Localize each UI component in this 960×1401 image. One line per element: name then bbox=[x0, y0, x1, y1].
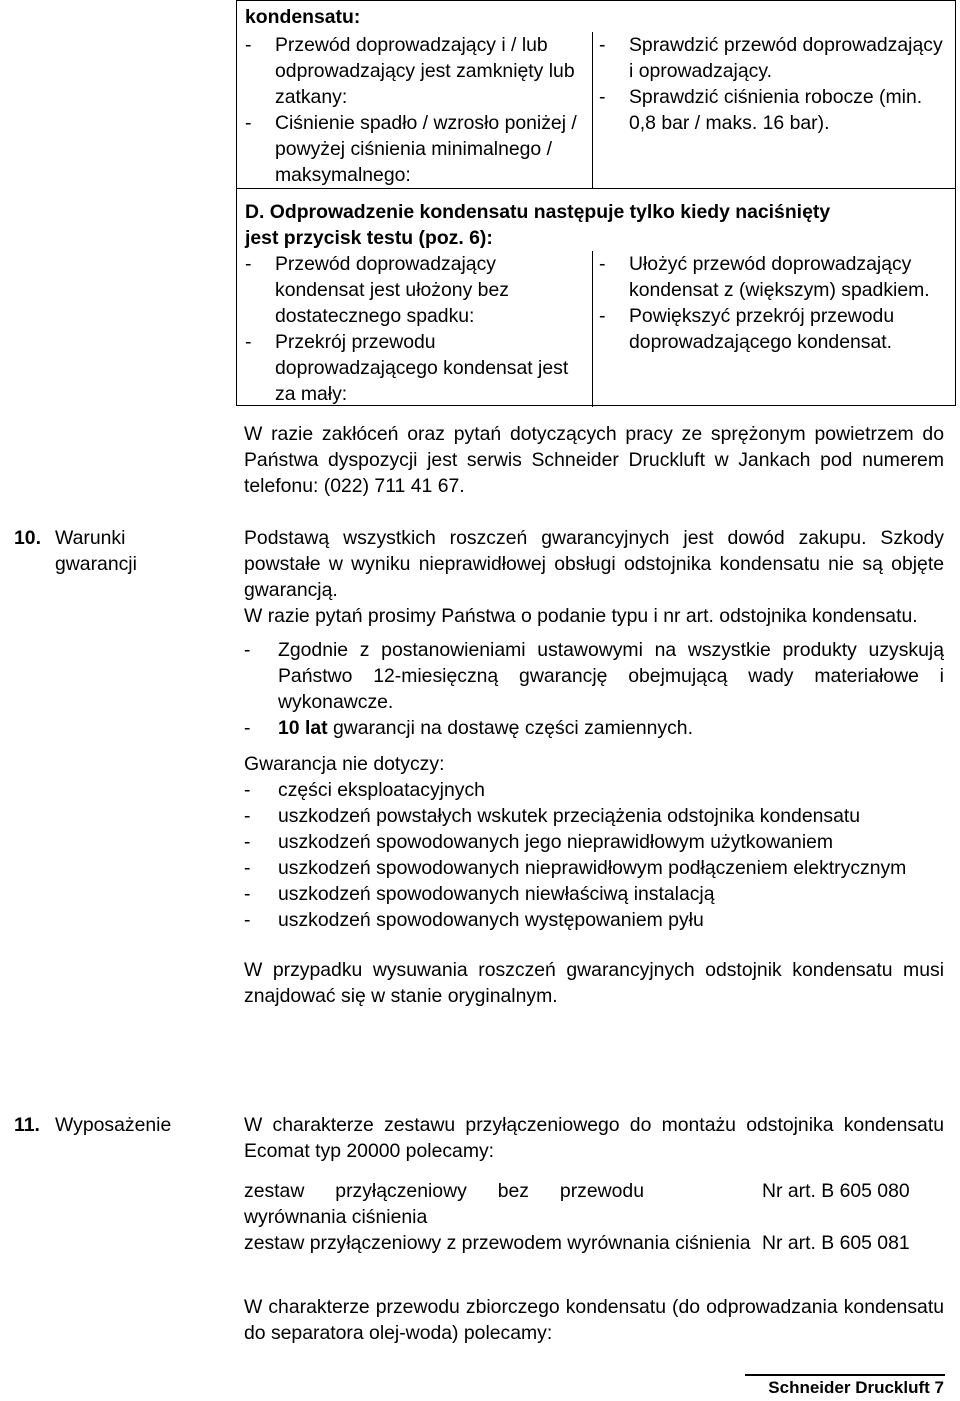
warranty-final: W przypadku wysuwania roszczeń gwarancyjnych odstojnik kondensatu musi znajdować się w stanie oryginalnym. bbox=[244, 959, 944, 1007]
table-header: kondensatu: bbox=[245, 6, 361, 28]
service-note: W razie zakłóceń oraz pytań dotyczących pracy ze sprężonym powietrzem do Państwa dyspozycji jest serwis Schneider Druckluft w Jankach pod numerem telefonu: (022) 711 41 67. bbox=[244, 423, 944, 497]
remedy-item: - Ułożyć przewód doprowadzający kondensat z (większym) spadkiem. bbox=[599, 253, 930, 301]
list-item: - Zgodnie z postanowieniami ustawowymi na wszystkie produkty uzyskują Państwo 12-miesięczną gwarancję obejmującą wady materiałowe i wykonawcze. bbox=[244, 639, 944, 713]
troubleshooting-table-top bbox=[236, 0, 956, 189]
table-header: jest przycisk testu (poz. 6): bbox=[245, 227, 493, 249]
page-footer: Schneider Druckluft 7 bbox=[768, 1378, 944, 1397]
section-title: Wyposażenie bbox=[55, 1114, 172, 1136]
list-item: - uszkodzeń spowodowanych nieprawidłowym podłączeniem elektrycznym bbox=[244, 857, 907, 879]
article-number: Nr art. B 605 081 bbox=[762, 1232, 910, 1254]
cause-item: - Przewód doprowadzający kondensat jest ułożony bez dostatecznego spadku: bbox=[245, 253, 509, 327]
cause-item: - Przekrój przewodu doprowadzającego kondensat jest za mały: bbox=[245, 331, 569, 405]
troubleshooting-table-d bbox=[236, 188, 956, 406]
section-title: Warunki gwarancji bbox=[55, 527, 137, 575]
remedy-item: - Sprawdzić ciśnienia robocze (min. 0,8 bar / maks. 16 bar). bbox=[599, 86, 923, 134]
article-name: zestaw przyłączeniowy z przewodem wyrównania ciśnienia bbox=[244, 1232, 751, 1254]
article-number: Nr art. B 605 080 bbox=[762, 1180, 910, 1202]
warranty-content bbox=[244, 525, 944, 1009]
article-row bbox=[244, 1230, 944, 1282]
remedies-column bbox=[599, 32, 951, 136]
accessories-intro: W charakterze zestawu przyłączeniowego do montażu odstojnika kondensatu Ecomat typ 20000 polecamy: bbox=[244, 1114, 944, 1162]
table-header: D. Odprowadzenie kondensatu następuje tylko kiedy naciśnięty bbox=[245, 201, 831, 223]
list-item: - 10 lat gwarancji na dostawę części zamiennych. bbox=[244, 717, 693, 739]
cause-item: - Ciśnienie spadło / wzrosło poniżej / powyżej ciśnienia minimalnego / maksymalnego: bbox=[245, 112, 577, 186]
list-item: - uszkodzeń powstałych wskutek przeciążenia odstojnika kondensatu bbox=[244, 805, 861, 827]
list-item: - uszkodzeń spowodowanych niewłaściwą instalacją bbox=[244, 883, 715, 905]
accessories-outro: W charakterze przewodu zbiorczego kondensatu (do odprowadzania kondensatu do separatora olej-woda) polecamy: bbox=[244, 1296, 944, 1344]
accessories-content bbox=[244, 1112, 944, 1346]
exclusions-heading: Gwarancja nie dotyczy: bbox=[244, 753, 445, 775]
remedy-item: - Sprawdzić przewód doprowadzający i oprowadzający. bbox=[599, 34, 943, 82]
article-row bbox=[244, 1178, 944, 1230]
list-item: - uszkodzeń spowodowanych występowaniem pyłu bbox=[244, 909, 704, 931]
column-divider bbox=[592, 32, 593, 188]
causes-column bbox=[245, 251, 583, 407]
causes-column bbox=[245, 32, 583, 188]
list-item: - części eksploatacyjnych bbox=[244, 779, 485, 801]
list-item: - uszkodzeń spowodowanych jego nieprawidłowym użytkowaniem bbox=[244, 831, 834, 853]
section-number: 11. bbox=[14, 1114, 40, 1136]
section-number: 10. bbox=[14, 527, 41, 549]
remedies-column bbox=[599, 251, 951, 355]
warranty-paragraph: W razie pytań prosimy Państwa o podanie typu i nr art. odstojnika kondensatu. bbox=[244, 605, 918, 627]
article-name: zestaw przyłączeniowy bez przewodu wyrównania ciśnienia bbox=[244, 1180, 644, 1228]
cause-item: - Przewód doprowadzający i / lub odprowadzający jest zamknięty lub zatkany: bbox=[245, 34, 575, 108]
warranty-paragraph: Podstawą wszystkich roszczeń gwarancyjnych jest dowód zakupu. Szkody powstałe w wyniku nieprawidłowej obsługi odstojnika kondensatu nie są objęte gwarancją. bbox=[244, 527, 944, 601]
column-divider bbox=[592, 251, 593, 407]
remedy-item: - Powiększyć przekrój przewodu doprowadzającego kondensat. bbox=[599, 305, 895, 353]
